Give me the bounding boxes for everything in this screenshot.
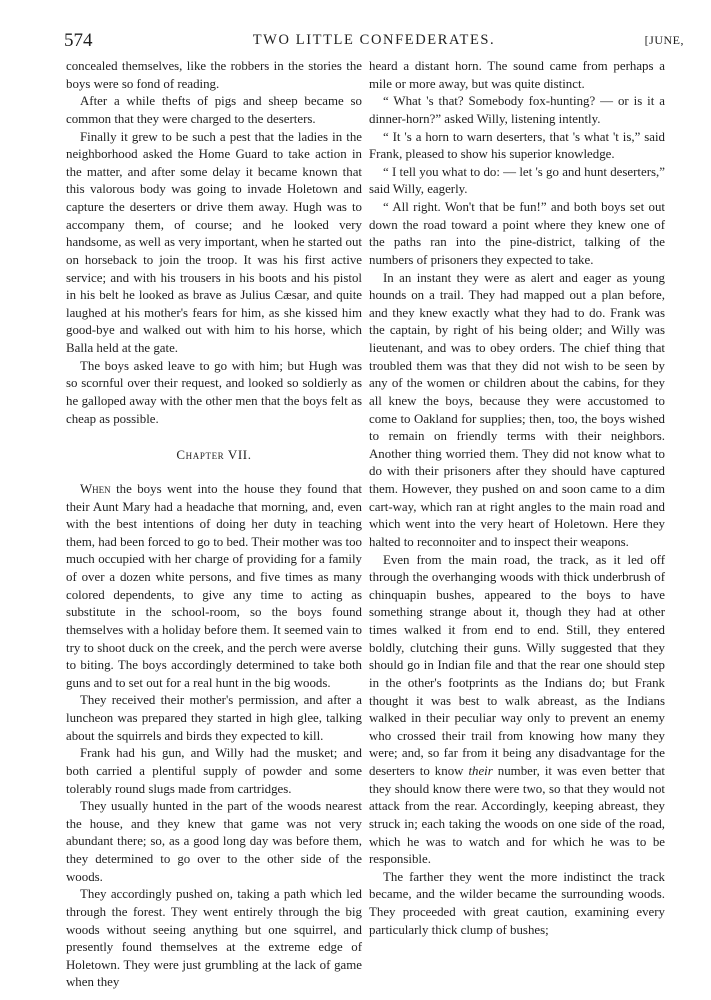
paragraph: After a while thefts of pigs and sheep became so common that they were charged to the deserters. xyxy=(66,94,362,126)
paragraph: concealed themselves, like the robbers in the stories the boys were so fond of reading. xyxy=(66,59,362,91)
paragraph: “ It 's a horn to warn deserters, that 's what 't is,” said Frank, pleased to show his superior knowledge. xyxy=(369,129,665,162)
paragraph: The boys asked leave to go with him; but Hugh was so scornful over their request, and looked so soldierly as he galloped away with the other men that the boys felt as cheap as possible. xyxy=(66,358,362,426)
emphasis: their xyxy=(468,764,493,778)
paragraph: They usually hunted in the part of the woods nearest the house, and they knew that game was not very abundant there; so, as a good long day was before them, they determined to go over to the other side of the woods. xyxy=(66,799,362,884)
paragraph-text: the boys went into the house they found that their Aunt Mary had a headache that morning, and, even with the best intentions of doing her duty in teaching them, had been forced to go to bed. Their mother was too much occupied with her charge of providing for a family of over a dozen white persons, and five times as many colored dependents, to give any time to acting as substitute in the school-room, so the boys found themselves with a holiday before them. It seemed vain to try to shoot duck on the creek, and the perch were averse to biting. The boys accordingly determined to take both guns and to set out for a real hunt in the big woods. xyxy=(66,481,362,690)
paragraph: In an instant they were as alert and eager as young hounds on a trail. They had mapped out a plan before, and they knew exactly what they had to do. Frank was the captain, by right of his being older; and Willy was lieutenant, and was to obey orders. The chief thing that troubled them was that they did not wish to be seen by any of the women or children about the cabins, for they all knew the boys, because they were accustomed to come to Oakland for supplies; then, too, the boys wished to remain on friendly terms with their neighbors. Another thing worried them. They did not know what to do with their prisoners after they should have captured them. However, they pushed on and soon came to a dim cart-way, which ran at right angles to the main road and which went into the very heart of Holetown. Here they halted to reconnoiter and to inspect their weapons. xyxy=(369,270,665,549)
paragraph xyxy=(66,481,362,693)
paragraph: “ I tell you what to do: — let 's go and hunt deserters,” said Willy, eagerly. xyxy=(369,164,665,197)
left-column xyxy=(66,58,362,992)
right-column xyxy=(369,58,665,939)
running-header xyxy=(64,30,684,52)
page-number: 574 xyxy=(64,30,93,51)
paragraph: “ All right. Won't that be fun!” and both boys set out down the road toward a point where they knew one of the paths ran into the pine-district, talking of the numbers of prisoners they expected to take. xyxy=(369,200,665,267)
paragraph: Frank had his gun, and Willy had the musket; and both carried a plentiful supply of powder and some tolerably round slugs made from cartridges. xyxy=(66,746,362,796)
issue-month: [JUNE, xyxy=(644,33,684,47)
paragraph: heard a distant horn. The sound came from perhaps a mile or more away, but was quite distinct. xyxy=(369,59,665,91)
running-title: TWO LITTLE CONFEDERATES. xyxy=(252,32,496,48)
paragraph: Finally it grew to be such a pest that the ladies in the neighborhood asked the Home Guard to take action in the matter, and after some delay it became known that this valorous body was going to invade Holetown and capture the deserters or drive them away. Hugh was to accompany them, of course; and he looked very handsome, as well as very important, when he started out on horseback to join the troop. It was his first active service; and with his trousers in his boots and his pistol in his belt he looked as brave as Julius Cæsar, and quite laughed at his mother's fears for him, as she kissed him good-bye and walked out with him to his horse, which Balla held at the gate. xyxy=(66,129,362,355)
paragraph-text: number, it was even better that they should know there were two, so that they would not attack from the rear. Accordingly, keeping abreast, they struck in; each taking the woods on one side of the road, which he was to watch and for which he was to be responsible. xyxy=(369,764,665,867)
chapter-heading: Chapter VII. xyxy=(176,446,252,462)
paragraph-text: Even from the main road, the track, as it led off through the overhanging woods with thick underbrush of chinquapin bushes, appeared to the boys to have something strange about it, though they had at other times walked it from end to end. Still, they entered boldly, clutching their guns. Willy suggested that they should go in Indian file and that the rear one should step in the other's footprints as the Indians do; but Frank thought it was best to walk abreast, as the Indians walked in their peculiar way only to prevent an enemy who crossed their trail from knowing how many they were; and, so far from it being any disadvantage for the deserters to know xyxy=(369,552,665,778)
chapter-lead-word: When xyxy=(80,481,111,496)
paragraph: “ What 's that? Somebody fox-hunting? — or is it a dinner-horn?” asked Willy, listening intently. xyxy=(369,94,665,126)
paragraph: The farther they went the more indistinct the track became, and the wilder became the surrounding woods. They proceeded with great caution, examining every particularly thick clump of bushes; xyxy=(369,869,665,937)
paragraph xyxy=(369,552,665,869)
paragraph: They received their mother's permission, and after a luncheon was prepared they started in high glee, talking about the squirrels and birds they expected to kill. xyxy=(66,693,362,743)
paragraph: They accordingly pushed on, taking a path which led through the forest. They went entirely through the big woods without seeing anything but one squirrel, and presently found themselves at the extreme edge of Holetown. They were just grumbling at the lack of game when they xyxy=(66,887,362,990)
